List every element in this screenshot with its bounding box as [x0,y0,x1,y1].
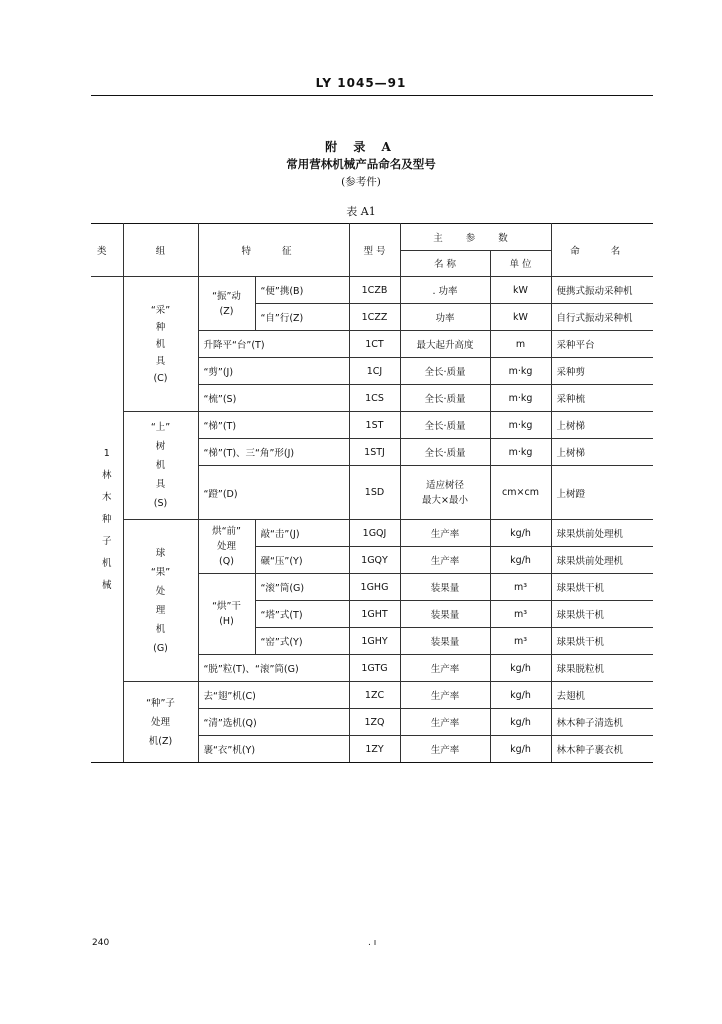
name-cell: 上树梯 [551,439,653,466]
model-cell: 1GHY [349,628,400,655]
feature-cell: “剪”(J) [198,358,349,385]
param-cell: 装果量 [400,601,490,628]
table-caption: 表 A1 [346,205,376,218]
page-number: 240 [92,938,110,948]
model-cell: 1SD [349,466,400,520]
unit-cell: m³ [490,601,551,628]
feature-cell: 碾“压”(Y) [255,547,349,574]
model-cell: 1ZQ [349,709,400,736]
name-cell: 上树梯 [551,412,653,439]
param-cell: 生产率 [400,655,490,682]
unit-cell: kW [490,304,551,331]
group-qiuguo: 球 “果” 处 理 机 (G) [123,520,198,682]
feature-cell: 去“翅”机(C) [198,682,349,709]
unit-cell: kg/h [490,709,551,736]
feature-cell: “梳”(S) [198,385,349,412]
unit-cell: kW [490,277,551,304]
category-char: 子 [101,535,112,547]
feature-cell: “脱”粒(T)、“滚”筒(G) [198,655,349,682]
unit-cell: m [490,331,551,358]
unit-cell: m³ [490,628,551,655]
unit-cell: kg/h [490,736,551,763]
unit-cell: m·kg [490,439,551,466]
model-cell: 1CS [349,385,400,412]
col-xinghao: 型 号 [349,224,400,277]
table-row [91,412,653,439]
param-cell: . 功率 [400,277,490,304]
name-cell: 上树蹬 [551,466,653,520]
model-cell: 1CT [349,331,400,358]
feature-cell: “梯”(T)、三“角”形(J) [198,439,349,466]
name-cell: 球果烘前处理机 [551,547,653,574]
param-cell: 最大起升高度 [400,331,490,358]
footer-mark: . ı [368,938,377,948]
feature-cell: “塔”式(T) [255,601,349,628]
name-cell: 便携式振动采种机 [551,277,653,304]
param-cell: 全长·质量 [400,385,490,412]
header-row [91,224,653,251]
col-mingming: 命 名 [551,224,653,277]
group-caizhong: “采” 种 机 具 (C) [123,277,198,412]
model-cell: 1CJ [349,358,400,385]
unit-cell: kg/h [490,655,551,682]
name-cell: 林木种子裹衣机 [551,736,653,763]
unit-cell: kg/h [490,682,551,709]
model-cell: 1GHT [349,601,400,628]
product-table [91,223,653,763]
param-cell: 生产率 [400,709,490,736]
feature-cell: 敲“击”(J) [255,520,349,547]
category-char: 木 [101,491,112,503]
category-num: 1 [103,447,110,459]
param-cell: 全长·质量 [400,358,490,385]
model-cell: 1CZB [349,277,400,304]
appendix-note: (参考件) [341,176,381,188]
col-zhucanshu: 主 参 数 [400,224,551,251]
feature-cell: 升降平“台”(T) [198,331,349,358]
col-zu: 组 [123,224,198,277]
group-shangshu: “上” 树 机 具 (S) [123,412,198,520]
param-cell: 适应树径 最大×最小 [400,466,490,520]
param-cell: 生产率 [400,520,490,547]
name-cell: 自行式振动采种机 [551,304,653,331]
param-cell: 生产率 [400,682,490,709]
category-cell [91,277,123,763]
category-char: 械 [101,579,112,591]
table-row [91,682,653,709]
feature-cell: “清”选机(Q) [198,709,349,736]
category-char: 机 [101,557,112,569]
model-cell: 1GQY [349,547,400,574]
model-cell: 1GQJ [349,520,400,547]
unit-cell: m³ [490,574,551,601]
feature-cell: “滚”筒(G) [255,574,349,601]
model-cell: 1ST [349,412,400,439]
name-cell: 球果烘干机 [551,574,653,601]
model-cell: 1ZY [349,736,400,763]
param-cell: 装果量 [400,628,490,655]
header-rule [91,95,653,96]
model-cell: 1GTG [349,655,400,682]
subgroup-hongqian: 烘“前” 处理 (Q) [198,520,255,574]
feature-cell: “蹬”(D) [198,466,349,520]
appendix-title: 附 录 A [325,140,397,154]
param-cell: 生产率 [400,736,490,763]
name-cell: 采种梳 [551,385,653,412]
col-lei: 类 [91,224,123,277]
name-cell: 林木种子清选机 [551,709,653,736]
param-cell: 全长·质量 [400,439,490,466]
col-tezheng: 特 征 [198,224,349,277]
param-cell: 装果量 [400,574,490,601]
category-char: 林 [101,469,112,481]
header-code: LY 1045—91 [315,76,407,90]
unit-cell: cm×cm [490,466,551,520]
param-cell: 功率 [400,304,490,331]
model-cell: 1STJ [349,439,400,466]
feature-cell: 裹“衣”机(Y) [198,736,349,763]
model-cell: 1ZC [349,682,400,709]
subgroup-honggan: “烘”干 (H) [198,574,255,655]
feature-cell: “便”携(B) [255,277,349,304]
name-cell: 球果烘干机 [551,601,653,628]
name-cell: 球果烘干机 [551,628,653,655]
unit-cell: kg/h [490,547,551,574]
unit-cell: m·kg [490,358,551,385]
feature-cell: “自”行(Z) [255,304,349,331]
name-cell: 球果烘前处理机 [551,520,653,547]
name-cell: 采种平台 [551,331,653,358]
col-danwei: 单 位 [490,250,551,277]
name-cell: 去翅机 [551,682,653,709]
unit-cell: m·kg [490,385,551,412]
feature-cell: “梯”(T) [198,412,349,439]
name-cell: 采种剪 [551,358,653,385]
category-char: 种 [101,513,112,525]
table-row [91,277,653,304]
model-cell: 1GHG [349,574,400,601]
unit-cell: kg/h [490,520,551,547]
subgroup-zhendong: “振”动 (Z) [198,277,255,331]
model-cell: 1CZZ [349,304,400,331]
param-cell: 全长·质量 [400,412,490,439]
group-zhongzi: “种”子 处理 机(Z) [123,682,198,763]
param-cell: 生产率 [400,547,490,574]
table-row [91,520,653,547]
appendix-subtitle: 常用营林机械产品命名及型号 [286,157,436,171]
name-cell: 球果脱粒机 [551,655,653,682]
unit-cell: m·kg [490,412,551,439]
feature-cell: “窑”式(Y) [255,628,349,655]
col-mingcheng: 名 称 [400,250,490,277]
